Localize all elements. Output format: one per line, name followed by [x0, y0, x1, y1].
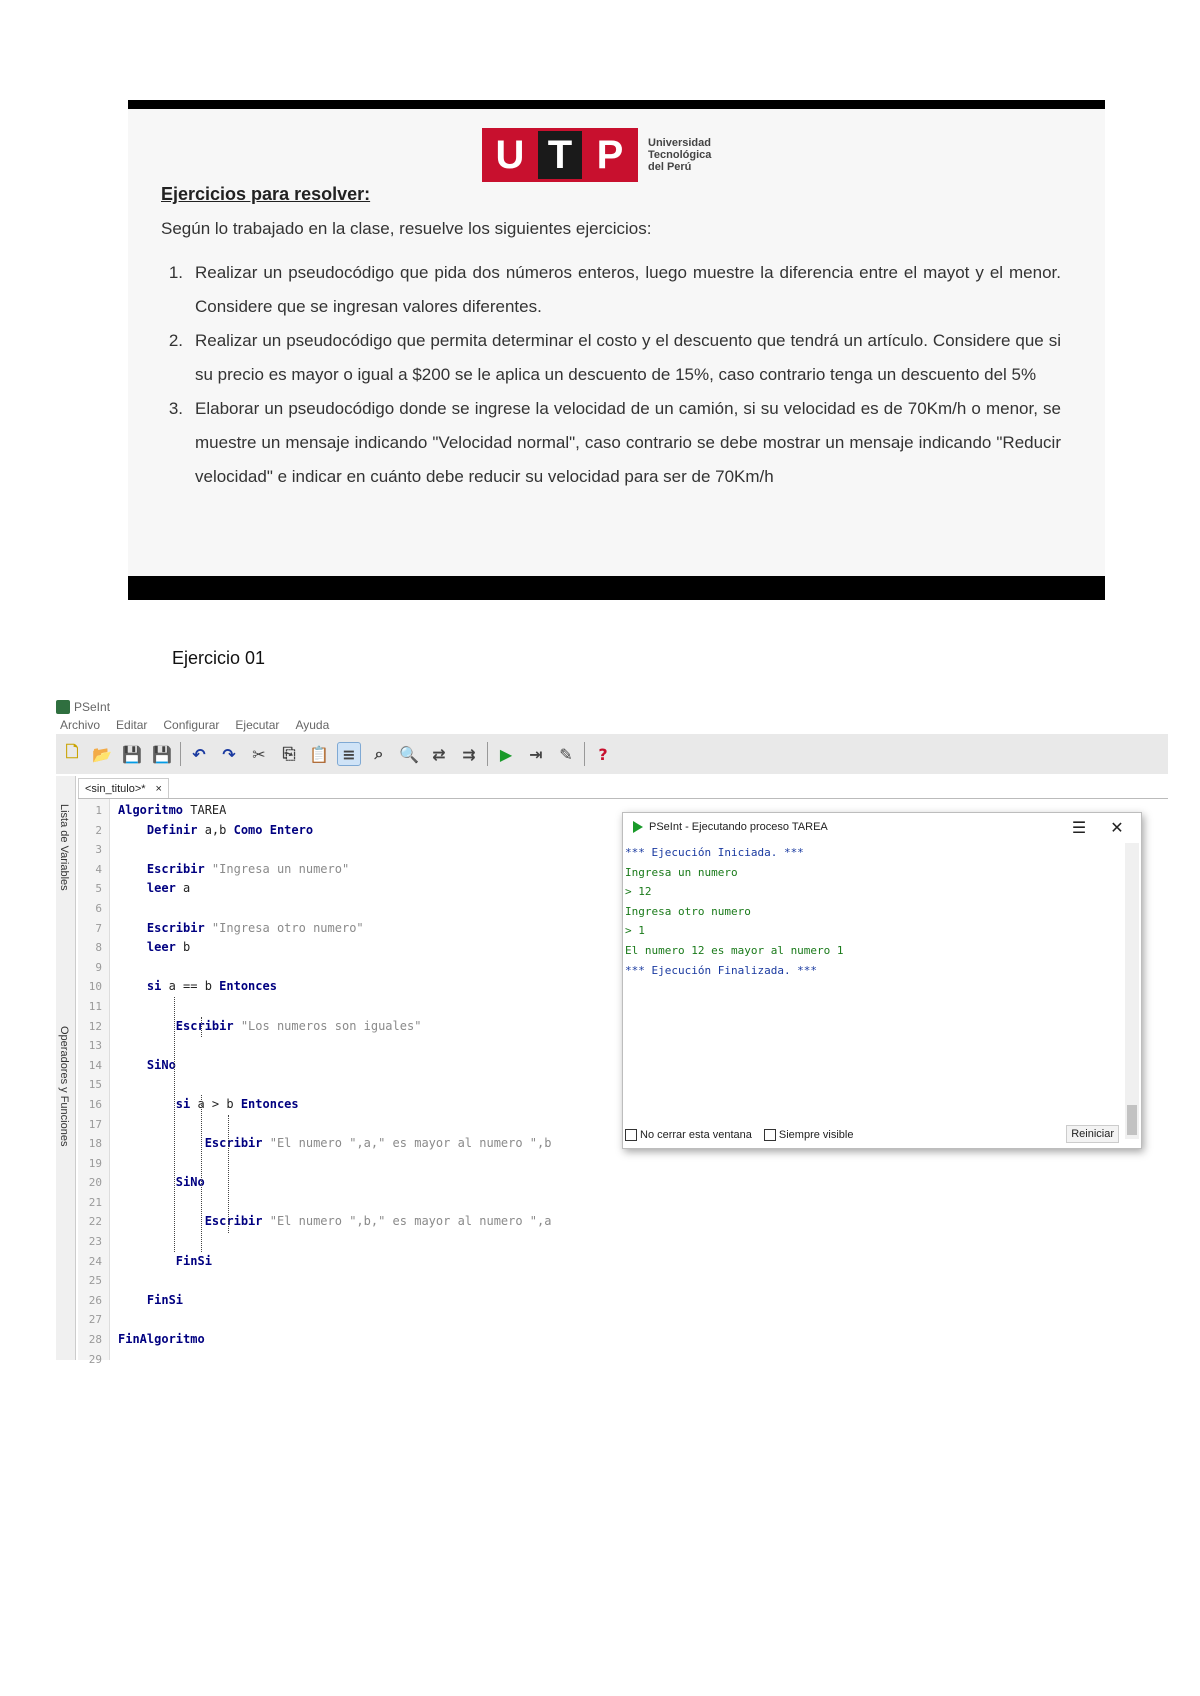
code-keyword: SiNo — [175, 1175, 205, 1190]
code-text — [110, 860, 349, 880]
utp-logo: U T P Universidad Tecnológica del Perú — [482, 128, 728, 182]
console-line: Ingresa un numero — [625, 865, 738, 879]
code-keyword: Definir — [146, 822, 198, 837]
line-number: 17 — [88, 1117, 102, 1131]
code-token — [118, 862, 147, 876]
step-by-step-icon[interactable]: ⇥ — [529, 744, 543, 764]
code-token — [118, 1254, 176, 1268]
sheet-heading: Ejercicios para resolver: — [161, 184, 371, 204]
line-number: 1 — [95, 804, 102, 817]
run-icon[interactable]: ▶ — [499, 744, 513, 764]
exercise-sheet — [128, 100, 1105, 600]
menu-editar[interactable]: Editar — [116, 718, 148, 732]
code-line — [78, 1212, 1158, 1232]
code-keyword: Escribir — [204, 1136, 263, 1151]
line-number: 14 — [88, 1058, 102, 1072]
line-number: 26 — [88, 1293, 102, 1307]
code-keyword: Escribir — [204, 1214, 263, 1229]
code-string: "Ingresa un numero" — [204, 861, 350, 876]
title-bar — [56, 698, 110, 716]
menu-ayuda[interactable]: Ayuda — [295, 718, 330, 732]
line-number: 28 — [88, 1333, 102, 1347]
code-token — [118, 940, 147, 954]
line-number: 22 — [88, 1215, 102, 1229]
code-text — [110, 1350, 118, 1370]
explain-icon[interactable]: ✎ — [559, 744, 573, 764]
toolbar-separator — [487, 742, 488, 766]
line-number: 13 — [88, 1039, 102, 1053]
top-rule — [128, 100, 1105, 109]
code-text — [110, 1095, 299, 1115]
line-number: 23 — [88, 1235, 102, 1249]
menu-archivo[interactable]: Archivo — [60, 718, 101, 732]
section-title: Ejercicio 01 — [172, 648, 266, 668]
code-text — [110, 1232, 118, 1252]
exercise-item — [161, 392, 1061, 494]
exercise-list — [161, 256, 1061, 494]
exercise-text: Realizar un pseudocódigo que pida dos números enteros, luego muestre la diferencia entre el mayot y el menor. Considere que se ingresan valores diferentes. — [195, 263, 1061, 316]
code-text — [110, 899, 118, 919]
line-number: 24 — [88, 1254, 102, 1268]
pseint-app-icon — [56, 700, 70, 714]
scrollbar[interactable] — [1125, 843, 1139, 1139]
code-text — [110, 1212, 551, 1232]
console-line: Ingresa otro numero — [625, 904, 751, 918]
code-keyword: Escribir — [146, 861, 205, 876]
indent-guide — [174, 997, 175, 1252]
code-keyword: si — [175, 1096, 191, 1111]
line-number: 27 — [88, 1313, 102, 1327]
always-visible-label: Siempre visible — [778, 1129, 854, 1141]
code-string: "El numero ",b," es mayor al numero ",a — [262, 1214, 552, 1229]
code-text — [110, 919, 364, 939]
code-keyword: FinSi — [146, 1292, 184, 1307]
restart-button[interactable]: Reiniciar — [1066, 1125, 1119, 1143]
code-line — [78, 1252, 1158, 1272]
bottom-rule — [128, 576, 1105, 600]
code-text — [110, 840, 118, 860]
line-number: 3 — [95, 843, 102, 857]
tab-label: <sin_titulo>* — [85, 782, 146, 795]
console-line: > 12 — [625, 885, 652, 899]
redo-icon[interactable]: ↷ — [222, 744, 236, 764]
code-text — [110, 1330, 205, 1350]
new-file-icon[interactable]: 🗋 — [65, 741, 79, 761]
code-keyword: leer — [146, 940, 176, 955]
no-close-checkbox[interactable] — [625, 1129, 637, 1141]
exercise-number: 3. — [168, 399, 183, 418]
correct-indent-icon[interactable]: ≡ — [337, 742, 361, 766]
code-token — [118, 823, 147, 837]
code-keyword: si — [146, 979, 162, 994]
find-icon[interactable]: ⌕ — [374, 744, 384, 763]
menu-configurar[interactable]: Configurar — [163, 718, 220, 732]
tab-close-icon[interactable]: × — [155, 782, 162, 795]
run-title-bar — [623, 813, 1141, 841]
save-as-icon[interactable]: 💾 — [152, 744, 172, 764]
toolbar-separator — [584, 742, 585, 766]
code-text — [110, 801, 226, 821]
code-token — [118, 1058, 147, 1072]
code-token — [118, 1293, 147, 1307]
console-line: > 1 — [625, 924, 645, 938]
copy-icon[interactable]: ⎘ — [282, 744, 296, 763]
indent-guide — [201, 1017, 202, 1037]
logo-text: Universidad Tecnológica del Perú — [648, 137, 712, 173]
code-keyword: FinAlgoritmo — [118, 1332, 205, 1347]
code-token: TAREA — [183, 803, 227, 817]
code-token — [118, 1019, 176, 1033]
exercise-item — [161, 256, 1061, 324]
code-line — [78, 1232, 1158, 1252]
code-token — [118, 1175, 176, 1189]
code-text — [110, 1075, 118, 1095]
code-line — [78, 1291, 1158, 1311]
code-keyword: leer — [146, 881, 176, 896]
toolbar-separator — [180, 742, 181, 766]
side-tab-operators[interactable]: Operadores y Funciones — [58, 1026, 70, 1147]
code-text — [110, 1173, 205, 1193]
line-number: 29 — [88, 1352, 102, 1366]
line-number: 10 — [88, 980, 102, 994]
console-line: *** Ejecución Finalizada. *** — [625, 963, 818, 977]
open-folder-icon[interactable]: 📂 — [92, 744, 112, 764]
line-number: 11 — [88, 999, 102, 1013]
code-token — [118, 979, 147, 993]
code-token — [118, 1136, 205, 1150]
line-number: 25 — [88, 1274, 102, 1288]
run-play-icon — [633, 821, 643, 833]
run-footer — [623, 1123, 1141, 1147]
line-number: 12 — [88, 1019, 102, 1033]
run-window — [622, 812, 1142, 1149]
code-text — [110, 958, 118, 978]
step-icon[interactable]: ⇉ — [462, 744, 476, 764]
side-panel — [56, 776, 76, 1360]
side-tab-variables[interactable]: Lista de Variables — [58, 804, 70, 891]
sheet-intro: Según lo trabajado en la clase, resuelve los siguientes ejercicios: — [161, 219, 652, 238]
code-line — [78, 1330, 1158, 1350]
line-number: 18 — [88, 1137, 102, 1151]
line-number: 7 — [95, 921, 102, 935]
code-token: a == b — [161, 979, 220, 994]
code-keyword: Entonces — [219, 979, 277, 994]
code-text — [110, 1310, 118, 1330]
paste-icon[interactable]: 📋 — [309, 744, 329, 764]
no-close-label: No cerrar esta ventana — [640, 1129, 752, 1141]
cut-icon[interactable]: ✂ — [252, 744, 266, 764]
code-text — [110, 1154, 118, 1174]
code-keyword: FinSi — [175, 1253, 212, 1268]
code-text — [110, 1134, 551, 1154]
indent-guide — [201, 1095, 202, 1252]
code-line — [78, 1310, 1158, 1330]
maximize-icon[interactable]: ☰ — [1071, 817, 1087, 837]
code-line — [78, 1350, 1158, 1370]
always-visible-checkbox[interactable] — [764, 1129, 776, 1141]
code-text — [110, 1252, 212, 1272]
console-line: *** Ejecución Iniciada. *** — [625, 846, 804, 859]
exercise-number: 1. — [168, 263, 183, 282]
code-token — [118, 1097, 176, 1111]
console-line: El numero 12 es mayor al numero 1 — [625, 943, 844, 957]
code-text — [110, 1271, 118, 1291]
code-text — [110, 997, 118, 1017]
code-text — [110, 879, 190, 899]
code-text — [110, 1017, 421, 1037]
indent-guide — [228, 1115, 229, 1233]
exercise-text: Elaborar un pseudocódigo donde se ingrese la velocidad de un camión, si su velocidad es de 70Km/h o menor, se muestre un mensaje indicando "Velocidad normal", caso contrario se debe mostrar un mensaje indicando "Reducir velocidad" e indicar en cuánto debe reducir su velocidad para ser de 70Km/h — [195, 399, 1061, 486]
line-number: 15 — [88, 1078, 102, 1092]
code-string: "Ingresa otro numero" — [204, 920, 364, 935]
code-token — [118, 921, 147, 935]
line-number: 5 — [95, 882, 102, 896]
app-title: PSeInt — [74, 700, 111, 714]
code-token — [118, 881, 147, 895]
run-title: PSeInt - Ejecutando proceso TAREA — [649, 821, 828, 833]
code-keyword: Como Entero — [233, 822, 314, 837]
line-number: 2 — [95, 823, 102, 837]
help-icon[interactable]: ? — [598, 744, 608, 764]
code-line — [78, 1193, 1158, 1213]
line-number: 4 — [95, 862, 102, 876]
close-icon[interactable]: ✕ — [1110, 817, 1124, 837]
code-keyword: Entonces — [240, 1096, 299, 1111]
code-text — [110, 1036, 118, 1056]
search-icon[interactable]: 🔍 — [399, 744, 419, 764]
menu-ejecutar[interactable]: Ejecutar — [235, 718, 280, 732]
console-output — [625, 843, 1121, 1119]
line-number: 6 — [95, 901, 102, 915]
code-text — [110, 1115, 118, 1135]
code-token: a — [175, 881, 191, 896]
code-string: "Los numeros son iguales" — [233, 1018, 422, 1033]
code-keyword: Escribir — [146, 920, 205, 935]
exercise-text: Realizar un pseudocódigo que permita determinar el costo y el descuento que tendrá un artículo. Considere que si su precio es mayor o igual a $200 se le aplica un descuento de 15%, caso contrario tenga un descuento del 5% — [195, 331, 1061, 384]
replace-icon[interactable]: ⇄ — [432, 744, 446, 764]
code-text — [110, 1056, 176, 1076]
code-line — [78, 1271, 1158, 1291]
code-line — [78, 1154, 1158, 1174]
line-number: 16 — [88, 1097, 102, 1111]
line-number: 19 — [88, 1156, 102, 1170]
editor-tab[interactable] — [78, 778, 169, 798]
code-text — [110, 938, 190, 958]
exercise-item — [161, 324, 1061, 392]
line-number: 9 — [95, 960, 102, 974]
save-icon[interactable]: 💾 — [122, 744, 142, 764]
code-text — [110, 1193, 118, 1213]
code-text — [110, 821, 313, 841]
line-number: 8 — [95, 941, 102, 955]
exercise-number: 2. — [168, 331, 183, 350]
toolbar — [56, 734, 1168, 774]
line-number: 20 — [88, 1176, 102, 1190]
code-token — [118, 1214, 205, 1228]
code-text — [110, 1291, 183, 1311]
code-keyword: SiNo — [146, 1057, 176, 1072]
code-token: a,b — [197, 822, 234, 837]
code-token: b — [175, 940, 191, 955]
line-number: 21 — [88, 1195, 102, 1209]
code-string: "El numero ",a," es mayor al numero ",b — [262, 1136, 552, 1151]
code-text — [110, 977, 277, 997]
code-keyword: Algoritmo — [118, 803, 184, 817]
undo-icon[interactable]: ↶ — [192, 744, 206, 764]
code-token: a > b — [190, 1096, 241, 1111]
code-line — [78, 1173, 1158, 1193]
code-keyword: Escribir — [175, 1018, 234, 1033]
